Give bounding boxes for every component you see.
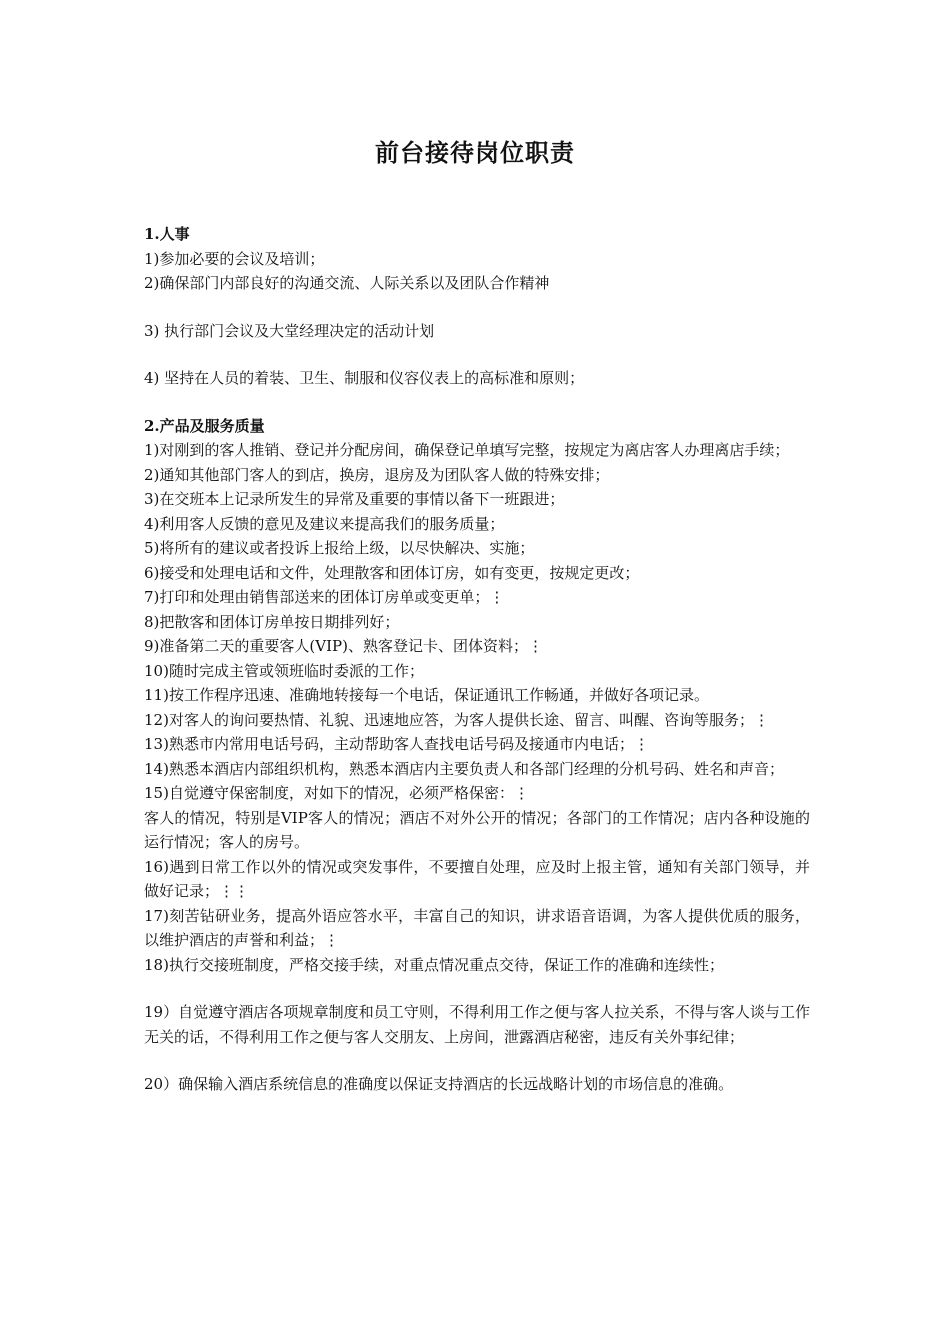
paragraph-gap [144, 391, 810, 414]
list-item: 4)利用客人反馈的意见及建议来提高我们的服务质量； [144, 514, 505, 533]
paragraph-gap [144, 1049, 810, 1072]
list-item: 客人的情况，特别是VIP客人的情况；酒店不对外公开的情况；各部门的工作情况；店内各种设施的运行情况；客人的房号。 [144, 808, 810, 851]
list-item: 16)遇到日常工作以外的情况或突发事件，不要擅自处理，应及时上报主管，通知有关部门领导，并做好记录；⋮⋮ [144, 857, 810, 900]
list-item: 3)在交班本上记录所发生的异常及重要的事情以备下一班跟进； [144, 490, 565, 508]
list-item: 17)刻苦钻研业务，提高外语应答水平，丰富自己的知识，讲求语音语调，为客人提供优质的服务，以维护酒店的声誉和利益；⋮ [144, 906, 810, 949]
paragraph-gap [144, 296, 810, 319]
list-item: 7)打印和处理由销售部送来的团体订房单或变更单；⋮ [144, 588, 505, 606]
list-item: 15)自觉遵守保密制度，对如下的情况，必须严格保密：⋮ [144, 784, 529, 802]
list-item: 1)参加必要的会议及培训； [144, 249, 325, 268]
list-item: 2)确保部门内部良好的沟通交流、人际关系以及团队合作精神 [144, 274, 550, 292]
list-item: 18)执行交接班制度，严格交接手续，对重点情况重点交待，保证工作的准确和连续性； [144, 955, 724, 974]
list-item: 9)准备第二天的重要客人(VIP)、熟客登记卡、团体资料；⋮ [144, 637, 543, 655]
list-item: 4) 坚持在人员的着装、卫生、制服和仪容仪表上的高标准和原则； [144, 369, 585, 387]
list-item: 13)熟悉市内常用电话号码，主动帮助客人查找电话号码及接通市内电话；⋮ [144, 735, 649, 753]
list-item: 6)接受和处理电话和文件，处理散客和团体订房，如有变更，按规定更改； [144, 563, 640, 582]
list-item: 8)把散客和团体订房单按日期排列好； [144, 612, 400, 631]
paragraph-gap [144, 343, 810, 366]
section-heading-service-quality: 2.产品及服务质量 [144, 416, 265, 435]
list-item: 20）确保输入酒店系统信息的准确度以保证支持酒店的长远战略计划的市场信息的准确。 [144, 1075, 734, 1093]
document-title: 前台接待岗位职责 [375, 138, 575, 167]
list-item: 19）自觉遵守酒店各项规章制度和员工守则，不得利用工作之便与客人拉关系，不得与客人谈与工作无关的话，不得利用工作之便与客人交朋友、上房间，泄露酒店秘密，违反有关外事纪律； [144, 1003, 810, 1046]
list-item: 2)通知其他部门客人的到店，换房，退房及为团队客人做的特殊安排； [144, 465, 610, 484]
list-item: 10)随时完成主管或领班临时委派的工作； [144, 661, 424, 680]
paragraph-gap [144, 977, 810, 1000]
section-heading-personnel: 1.人事 [144, 225, 190, 243]
list-item: 3) 执行部门会议及大堂经理决定的活动计划 [144, 321, 435, 340]
list-item: 14)熟悉本酒店内部组织机构，熟悉本酒店内主要负责人和各部门经理的分机号码、姓名和声音； [144, 759, 784, 778]
list-item: 5)将所有的建议或者投诉上报给上级，以尽快解决、实施； [144, 539, 535, 557]
list-item: 11)按工作程序迅速、准确地转接每一个电话，保证通讯工作畅通，并做好各项记录。 [144, 686, 709, 704]
list-item: 1)对刚到的客人推销、登记并分配房间，确保登记单填写完整，按规定为离店客人办理离店手续； [144, 441, 790, 459]
list-item: 12)对客人的询问要热情、礼貌、迅速地应答，为客人提供长途、留言、叫醒、咨询等服务；⋮ [144, 710, 769, 729]
document-body [144, 222, 810, 1097]
